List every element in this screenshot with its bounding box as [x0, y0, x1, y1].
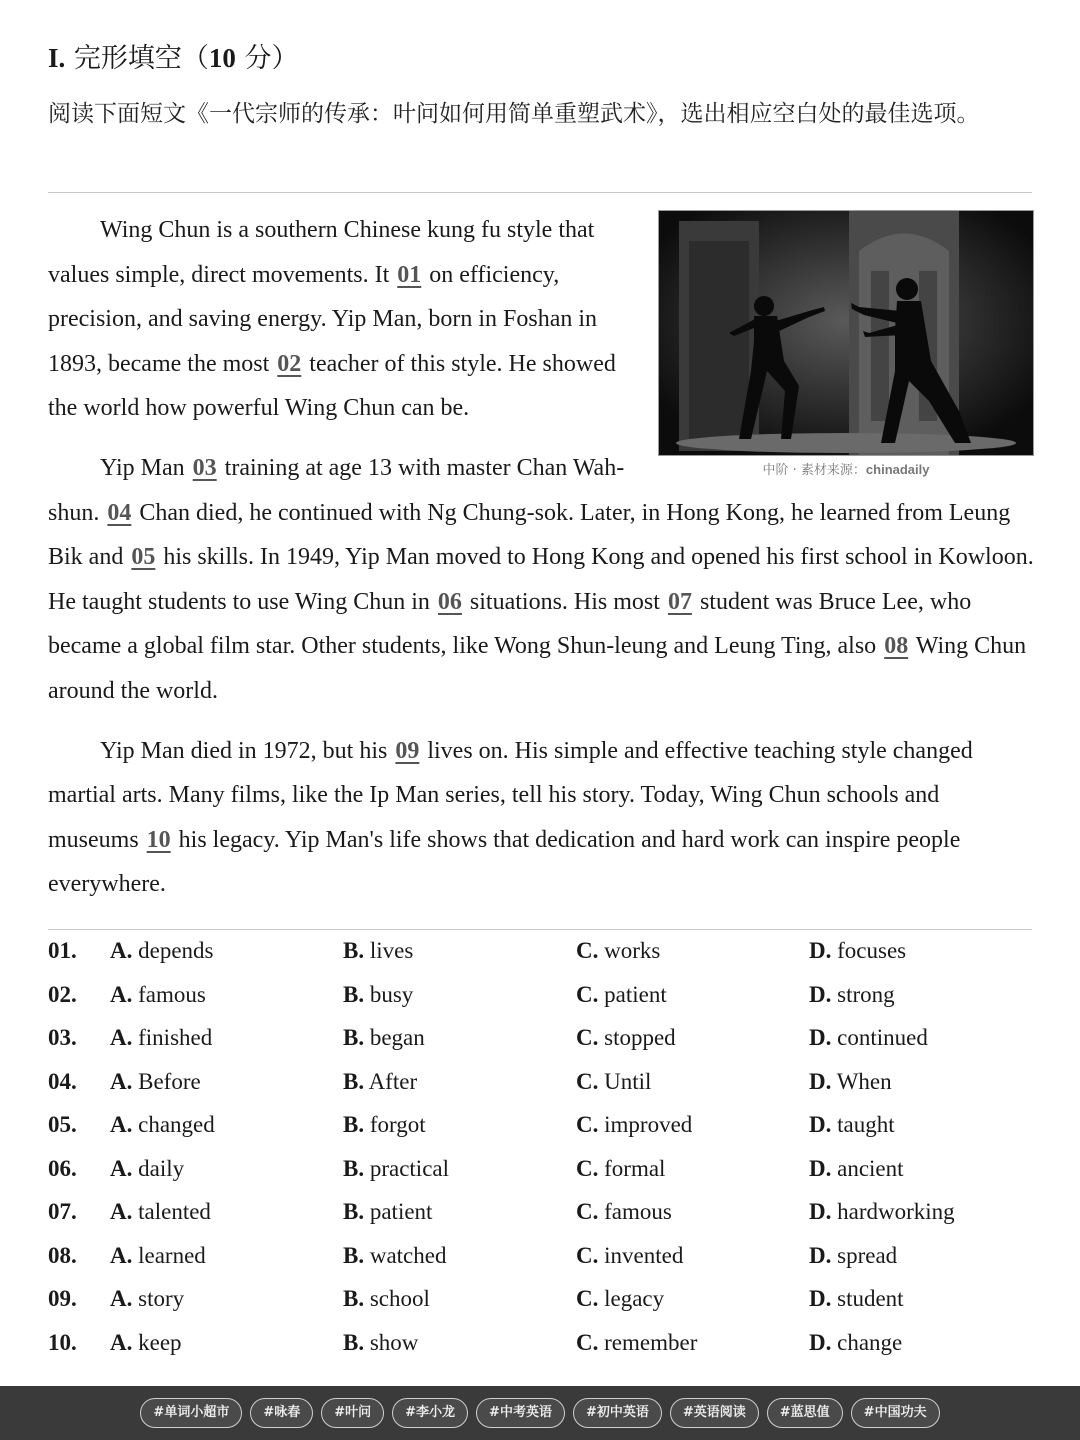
option-b[interactable] [343, 1243, 446, 1269]
option-letter: B. [343, 1242, 365, 1268]
passage-text: training at age 13 with master Chan Wah-shun. [48, 454, 625, 526]
question-number: 10. [48, 1329, 77, 1355]
option-b[interactable] [343, 982, 413, 1008]
option-letter: D. [809, 1199, 832, 1224]
option-c[interactable] [576, 1156, 665, 1182]
option-letter: C. [576, 1025, 599, 1050]
option-b[interactable] [343, 1112, 426, 1138]
option-text: legacy [598, 1286, 665, 1311]
option-text: ancient [831, 1155, 904, 1181]
section-number: I. [48, 43, 66, 73]
blank-06: 06 [437, 588, 462, 615]
hashtag-chip[interactable]: #中考英语 [476, 1398, 565, 1428]
question-number: 06. [48, 1155, 77, 1181]
option-text: began [364, 1025, 425, 1050]
blank-10: 10 [146, 826, 171, 853]
instructions: 阅读下面短文《一代宗师的传承：叶问如何用简单重塑武术》，选出相应空白处的最佳选项。 [48, 101, 980, 127]
option-letter: B. [343, 938, 365, 963]
option-letter: D. [809, 1329, 832, 1355]
option-row [48, 1199, 1038, 1243]
paragraph-3 [48, 729, 1034, 907]
option-d[interactable] [809, 1330, 902, 1356]
option-text: learned [132, 1242, 206, 1268]
option-d[interactable] [809, 1286, 904, 1312]
option-text: change [831, 1329, 903, 1355]
option-text: stopped [598, 1025, 676, 1050]
option-d[interactable] [809, 1243, 897, 1269]
option-b[interactable] [343, 1156, 449, 1182]
blank-03: 03 [192, 454, 217, 481]
option-c[interactable] [576, 1330, 697, 1356]
footer-bar [0, 1386, 1080, 1440]
hashtag-chip[interactable]: #咏春 [250, 1398, 313, 1428]
option-a[interactable] [110, 1112, 215, 1138]
hashtag-chip[interactable]: #李小龙 [392, 1398, 468, 1428]
option-letter: D. [809, 1286, 832, 1311]
option-b[interactable] [343, 938, 413, 964]
option-text: famous [598, 1199, 672, 1224]
option-text: watched [364, 1242, 447, 1268]
option-a[interactable] [110, 1025, 212, 1051]
option-text: student [831, 1286, 904, 1311]
option-c[interactable] [576, 1025, 676, 1051]
option-text: patient [598, 981, 667, 1007]
option-row [48, 1156, 1038, 1200]
option-letter: B. [343, 981, 365, 1007]
section-title [48, 36, 298, 75]
option-text: hardworking [831, 1199, 955, 1224]
blank-01: 01 [397, 261, 422, 288]
option-text: famous [132, 981, 206, 1007]
kung-fu-photo [658, 210, 1034, 456]
question-number: 01. [48, 938, 77, 963]
option-letter: A. [110, 1155, 133, 1181]
option-d[interactable] [809, 938, 906, 964]
question-number: 02. [48, 981, 77, 1007]
options-table [48, 938, 1038, 1373]
hashtag-chip[interactable]: #英语阅读 [670, 1398, 759, 1428]
option-letter: B. [343, 1025, 365, 1050]
option-letter: A. [110, 1112, 133, 1137]
option-text: practical [364, 1155, 450, 1181]
option-c[interactable] [576, 1199, 672, 1225]
option-c[interactable] [576, 1112, 692, 1138]
blank-07: 07 [667, 588, 692, 615]
option-text: talented [132, 1199, 211, 1224]
passage-text: Wing Chun around the world. [48, 633, 1027, 704]
option-text: changed [132, 1112, 215, 1137]
option-text: spread [831, 1242, 898, 1268]
option-b[interactable] [343, 1286, 430, 1312]
passage-text: Yip Man [100, 454, 185, 481]
option-a[interactable] [110, 938, 214, 964]
option-text: story [132, 1286, 185, 1311]
option-b[interactable] [343, 1199, 432, 1225]
option-text: patient [364, 1199, 433, 1224]
option-text: Until [598, 1068, 652, 1094]
option-d[interactable] [809, 1156, 904, 1182]
option-text: continued [831, 1025, 928, 1050]
option-text: strong [831, 981, 895, 1007]
option-text: finished [132, 1025, 213, 1050]
option-d[interactable] [809, 982, 895, 1008]
option-c[interactable] [576, 982, 667, 1008]
option-text: After [364, 1068, 418, 1094]
passage-text: Chan died, he continued with Ng Chung-sok. Later, in Hong Kong, he learned from Leung Bik and [48, 499, 1011, 571]
option-letter: C. [576, 938, 599, 963]
photo-caption [658, 460, 1034, 481]
option-letter: C. [576, 1286, 599, 1311]
option-letter: B. [343, 1068, 365, 1094]
hashtag-chip[interactable]: #叶问 [321, 1398, 384, 1428]
passage-text: his skills. In 1949, Yip Man moved to Hong Kong and opened his first school in Kowloon. He taught students to use Wing Chun in [48, 544, 1034, 615]
section-title-text: 完形填空（ [73, 43, 209, 74]
option-d[interactable] [809, 1025, 928, 1051]
option-text: show [364, 1329, 419, 1355]
option-text: depends [132, 938, 214, 963]
option-letter: D. [809, 938, 832, 963]
blank-09: 09 [395, 737, 420, 764]
option-a[interactable] [110, 1286, 184, 1312]
option-letter: D. [809, 1025, 832, 1050]
option-b[interactable] [343, 1069, 417, 1095]
divider-top [48, 192, 1032, 193]
option-text: taught [831, 1112, 895, 1137]
photo-illustration [659, 211, 1033, 455]
hashtag-chip[interactable]: #中国功夫 [851, 1398, 940, 1428]
option-row [48, 1025, 1038, 1069]
option-letter: A. [110, 981, 133, 1007]
option-letter: A. [110, 1199, 133, 1224]
passage-text: Wing Chun is a southern Chinese kung fu style that values simple, direct movements. It [48, 217, 595, 288]
option-c[interactable] [576, 1243, 683, 1269]
blank-08: 08 [884, 633, 909, 660]
option-letter: C. [576, 1199, 599, 1224]
option-letter: D. [809, 1068, 832, 1094]
option-text: works [598, 938, 661, 963]
option-text: keep [132, 1329, 182, 1355]
option-row [48, 1243, 1038, 1287]
section-score: 10 [208, 43, 236, 73]
hashtag-chip[interactable]: #单词小超市 [140, 1398, 242, 1428]
option-a[interactable] [110, 1069, 201, 1095]
option-letter: B. [343, 1199, 365, 1224]
hashtag-chip[interactable]: #初中英语 [573, 1398, 662, 1428]
passage-text: lives on. His simple and effective teaching style changed martial arts. Many films, like the Ip Man series, tell his story. Today, Wing Chun schools and museums [48, 737, 973, 853]
question-number: 04. [48, 1068, 77, 1094]
option-d[interactable] [809, 1069, 892, 1095]
option-d[interactable] [809, 1199, 955, 1225]
question-number: 03. [48, 1025, 77, 1050]
option-letter: D. [809, 1155, 832, 1181]
option-text: focuses [831, 938, 907, 963]
option-letter: C. [576, 1329, 599, 1355]
option-a[interactable] [110, 1243, 206, 1269]
option-letter: B. [343, 1286, 365, 1311]
option-text: lives [364, 938, 414, 963]
question-number: 05. [48, 1112, 77, 1137]
option-letter: A. [110, 1286, 133, 1311]
question-number: 09. [48, 1286, 77, 1311]
option-letter: C. [576, 1155, 599, 1181]
option-letter: C. [576, 981, 599, 1007]
option-letter: B. [343, 1112, 365, 1137]
option-a[interactable] [110, 1330, 182, 1356]
divider-bottom [48, 929, 1032, 930]
option-letter: A. [110, 1025, 133, 1050]
hashtag-list [0, 1398, 1080, 1428]
blank-04: 04 [107, 499, 132, 526]
option-row [48, 982, 1038, 1026]
option-a[interactable] [110, 982, 206, 1008]
option-text: forgot [364, 1112, 426, 1137]
figure [658, 210, 1034, 481]
option-a[interactable] [110, 1199, 211, 1225]
option-letter: A. [110, 1068, 133, 1094]
option-letter: A. [110, 1242, 133, 1268]
passage-text: his legacy. Yip Man's life shows that dedication and hard work can inspire people everywhere. [48, 826, 961, 898]
blank-02: 02 [277, 350, 302, 377]
question-number: 07. [48, 1199, 77, 1224]
option-c[interactable] [576, 1069, 651, 1095]
question-number: 08. [48, 1242, 77, 1268]
passage-text: Yip Man died in 1972, but his [100, 737, 388, 764]
section-title-end: 分） [235, 43, 299, 74]
option-letter: B. [343, 1155, 365, 1181]
passage-text: teacher of this style. He showed the world how powerful Wing Chun can be. [48, 350, 616, 422]
option-text: busy [364, 981, 414, 1007]
caption-source: chinadaily [865, 462, 930, 477]
paragraph-2 [48, 446, 1034, 714]
option-text: Before [132, 1068, 201, 1094]
option-b[interactable] [343, 1330, 418, 1356]
option-letter: D. [809, 1242, 832, 1268]
option-letter: C. [576, 1112, 599, 1137]
blank-05: 05 [131, 544, 156, 571]
option-letter: A. [110, 1329, 133, 1355]
option-letter: B. [343, 1329, 365, 1355]
option-text: school [364, 1286, 430, 1311]
option-c[interactable] [576, 1286, 664, 1312]
passage-text: on efficiency, precision, and saving energy. Yip Man, born in Foshan in 1893, became the most [48, 261, 598, 377]
option-letter: D. [809, 1112, 832, 1137]
option-letter: C. [576, 1068, 599, 1094]
option-b[interactable] [343, 1025, 425, 1051]
option-text: invented [598, 1242, 684, 1268]
option-row [48, 1286, 1038, 1330]
caption-prefix: 中阶 · 素材来源： [762, 463, 866, 478]
option-row [48, 1112, 1038, 1156]
option-row [48, 938, 1038, 982]
option-text: formal [598, 1155, 666, 1181]
option-letter: C. [576, 1242, 599, 1268]
option-letter: D. [809, 981, 832, 1007]
option-letter: A. [110, 938, 133, 963]
option-c[interactable] [576, 938, 660, 964]
passage-text: student was Bruce Lee, who became a global film star. Other students, like Wong Shun-leung and Leung Ting, also [48, 588, 972, 660]
passage [48, 208, 1034, 922]
option-text: remember [598, 1329, 698, 1355]
option-d[interactable] [809, 1112, 895, 1138]
passage-text: situations. His most [469, 588, 660, 615]
hashtag-chip[interactable]: #蓝思值 [767, 1398, 843, 1428]
option-row [48, 1069, 1038, 1113]
option-a[interactable] [110, 1156, 184, 1182]
option-text: improved [598, 1112, 693, 1137]
option-text: When [831, 1068, 892, 1094]
option-text: daily [132, 1155, 185, 1181]
option-row [48, 1330, 1038, 1374]
